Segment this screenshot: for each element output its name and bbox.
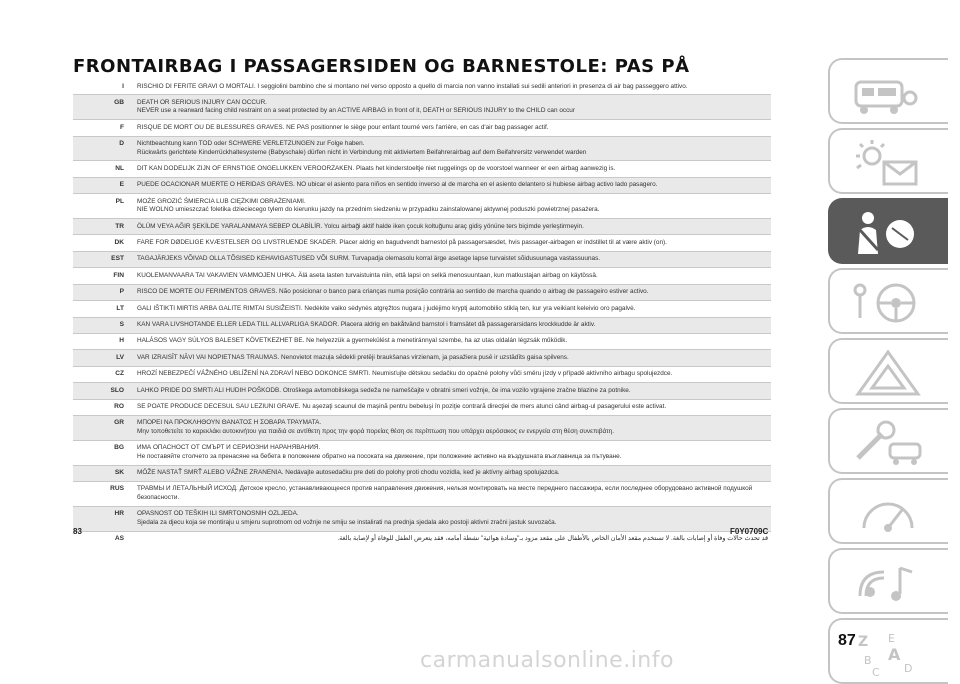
source-page-number: 83 xyxy=(73,527,82,536)
language-code: LV xyxy=(73,350,134,366)
warning-text: RISCO DE MORTE OU FERIMENTOS GRAVES. Não posicionar o banco para crianças numa posição contrária ao sentido de marcha quando o airbag de passageiro estiver activo. xyxy=(134,284,771,300)
wrench-car-icon xyxy=(848,418,928,468)
warning-triangle-icon xyxy=(848,348,928,398)
warning-row xyxy=(73,268,771,284)
warning-row xyxy=(73,235,771,251)
warning-text: KUOLEMANVAARA TAI VAKAVIEN VAMMOJEN UHKA. Älä aseta lasten turvaistuinta niin, että lapsi on selkä menosuuntaan, kun matkustajan airbag on käytössä. xyxy=(134,268,771,284)
car-dashboard-icon xyxy=(848,68,928,118)
warning-text: قد تحدث حالات وفاة أو إصابات بالغة. لا تستخدم مقعد الأمان الخاص بالأطفال على مقعد مزود بـ"وسادة هوائية" نشطة أمامه، فقد يتعرض الطفل للوفاة أو لإصابة بالغة. xyxy=(134,531,771,547)
language-code: GR xyxy=(73,415,134,440)
warning-text: MOŻE GROZIĆ ŚMIERCIA LUB CIĘŻKIMI OBRAŻENIAMI. NIE WOLNO umieszczać foletika dzieciecego tylem do kierunku jazdy na przednim siedzeniu w przypadku zainstalowanej aktywnej poduszki powietrznej pasażera. xyxy=(134,194,771,219)
language-code: E xyxy=(73,177,134,193)
warning-text: ИМА ОПАСНОСТ ОТ СМЪРТ И СЕРИОЗНИ НАРАНЯВАНИЯ. Не поставяйте столчето за пренасяне на бебета в положение обратно на посоката на движение, при положение активно на въздушната възглавница за пътуване. xyxy=(134,440,771,465)
page-number: 87 xyxy=(838,632,856,649)
tab-technical-data[interactable] xyxy=(828,478,948,544)
language-code: EST xyxy=(73,251,134,267)
svg-text:E: E xyxy=(888,632,895,645)
warning-text: FARE FOR DØDELIGE KVÆSTELSER OG LIVSTRUENDE SKADER. Placer aldrig en bagudvendt barnestol på passagersæsdet, hvis passager-airbagen er indstillet til at være aktiv (on). xyxy=(134,235,771,251)
language-code: F xyxy=(73,120,134,136)
warning-row xyxy=(73,95,771,120)
svg-text:C: C xyxy=(872,666,880,678)
language-code: HR xyxy=(73,506,134,531)
warning-text: ΜΠΟΡΕΙ ΝΑ ΠΡΟΚΛΗΘΟΥΝ ΘΑΝΑΤΟΣ Η ΣΟΒΑΡΑ ΤΡΑΥΜΑΤΑ. Μην τοποθετείτε το καρεκλάκι αυτοκινήτου για παιδιά σε αντίθετη προς την φορά πορείας θέση σε περίπτωση που υπάρχει αερόσακος εν ενεργεία στη θέση συνεπιβάτη. xyxy=(134,415,771,440)
warning-row xyxy=(73,251,771,267)
warning-row xyxy=(73,136,771,161)
language-code: BG xyxy=(73,440,134,465)
warning-row xyxy=(73,415,771,440)
warning-text: ÖLÜM VEYA AĞIR ŞEKİLDE YARALANMAYA SEBEP OLABİLİR. Yolcu airbaği aktif halde iken çocuk koltuğunu araç gidiş yönüne ters biçimde yerleştirmeyin. xyxy=(134,219,771,235)
steering-key-icon xyxy=(848,278,928,328)
language-code: NL xyxy=(73,161,134,177)
language-code: TR xyxy=(73,219,134,235)
warning-row xyxy=(73,177,771,193)
warning-row xyxy=(73,301,771,317)
language-code: SK xyxy=(73,465,134,481)
tab-warning-lights[interactable] xyxy=(828,128,948,194)
warning-row xyxy=(73,333,771,349)
language-code: RO xyxy=(73,399,134,415)
warning-text: TAGAJÄRJEKS VÕIVAD OLLA TÕSISED KEHAVIGASTUSED VÕI SURM. Turvapadja olemasolu korral ärge asetage lapse turvaistet sõidusuunaga vastassuunas. xyxy=(134,251,771,267)
language-code: FIN xyxy=(73,268,134,284)
warning-light-envelope-icon xyxy=(848,138,928,188)
warning-text: HROZÍ NEBEZPEČÍ VÁŽNÉHO UBLÍŽENÍ NA ZDRAVÍ NEBO DOKONCE SMRTI. Neumisťujte dětskou sedačku do opačné polohy vůči směru jízdy v případě aktivního airbagu spolujezdce. xyxy=(134,366,771,382)
language-code: LT xyxy=(73,301,134,317)
language-code: PL xyxy=(73,194,134,219)
warning-table xyxy=(73,79,771,547)
language-code: D xyxy=(73,136,134,161)
language-code: DK xyxy=(73,235,134,251)
warning-text: ТРАВМЫ И ЛЕТАЛЬНЫЙ ИСХОД. Детское кресло, устанавливающееся против направления движения, нельзя монтировать на месте переднего пассажира, если последнее оборудовано активной подушкой безопасности. xyxy=(134,481,771,506)
warning-row xyxy=(73,465,771,481)
warning-row xyxy=(73,481,771,506)
svg-text:D: D xyxy=(904,662,913,675)
language-code: I xyxy=(122,82,124,90)
warning-text: OPASNOST OD TEŠKIH ILI SMRTONOSNIH OZLJEDA. Sjedala za djecu koja se montiraju u smjeru suprotnom od vožnje ne smiju se instalirati na prednja sjedala ako postoji aktivni zračni jastuk suvozača. xyxy=(134,506,771,531)
language-code: H xyxy=(73,333,134,349)
language-code: RUS xyxy=(73,481,134,506)
warning-text: Nichtbeachtung kann TOD oder SCHWERE VERLETZUNGEN zur Folge haben. Rückwärts gerichtete Kinderrückhaltesysteme (Babyschale) dürfen nicht in Verbindung mit aktiviertem Beifahrerairbag auf dem Beifahrersitz verwendet warden xyxy=(134,136,771,161)
warning-text: GALI IŠTIKTI MIRTIS ARBA GALITE RIMTAI SUSIŽEISTI. Nedėkite vaiko sėdynės atgręžtos nugara į judėjimo kryptį automobilio stiklą ten, kur yra veikiant keleivio oro pagalvė. xyxy=(134,301,771,317)
warning-row xyxy=(73,506,771,531)
warning-text: HALÁSOS VAGY SÚLYOS BALESET KÖVETKEZHET BE. Ne helyezzük a gyermekülést a menetiránnyal szembe, ha az utas oldalán légzsák működik. xyxy=(134,333,771,349)
language-code: S xyxy=(73,317,134,333)
warning-text: LAHKO PRIDE DO SMRTI ALI HUDIH POŠKODB. Otroškega avtomobilskega sedeža ne nameščajte v obratni smeri vožnje, če ima vozilo vgrajene zračne blazine za potnike. xyxy=(134,383,771,399)
language-code: GB xyxy=(73,95,134,120)
page-title: FRONTAIRBAG I PASSAGERSIDEN OG BARNESTOLE: PAS PÅ xyxy=(73,56,690,77)
tab-multimedia[interactable] xyxy=(828,548,948,614)
warning-text: RISQUE DE MORT OU DE BLESSURES GRAVES. NE PAS positionner le siège pour enfant tourné vers l'arrière, en cas d'air bag passager actif. xyxy=(134,120,771,136)
tab-index[interactable] xyxy=(828,618,948,684)
watermark: carmanualsonline.info xyxy=(420,648,674,673)
warning-row xyxy=(73,120,771,136)
warning-text: MÔŽE NASTAŤ SMRŤ ALEBO VÁŽNE ZRANENIA. Nedávajte autosedačku pre deti do polohy proti chodu vozidla, keď je aktívny airbag spolujazdca. xyxy=(134,465,771,481)
warning-text: PUEDE OCACIONAR MUERTE O HERIDAS GRAVES. NO ubicar el asiento para niños en sentido inverso al de marcha en el asiento delantero si hubiese airbag activo lado pasagero. xyxy=(134,177,771,193)
warning-row xyxy=(73,350,771,366)
tab-safety[interactable] xyxy=(828,198,948,264)
language-code: AS xyxy=(73,531,134,547)
tab-emergency[interactable] xyxy=(828,338,948,404)
figure-code: F0Y0709C xyxy=(730,527,769,536)
warning-row xyxy=(73,219,771,235)
warning-text: VAR IZRAISĪT NĀVI VAI NOPIETNAS TRAUMAS. Nenovietot mazuļa sēdekli pretēji braukšanas virzienam, ja pasažiera pusē ir uzstādīts gaisa spilvens. xyxy=(134,350,771,366)
tab-car-dashboard[interactable] xyxy=(828,58,948,124)
warning-text: DIT KAN DODELIJK ZIJN OF ERNSTIGE ONGELUKKEN VEROORZAKEN. Plaats het kinderstoeltje niet ruggelings op de voorstoel wanneer er een airbag aanwezig is. xyxy=(134,161,771,177)
warning-text: SE POATE PRODUCE DECESUL SAU LEZIUNI GRAVE. Nu aşezaţi scaunul de maşină pentru bebeluşi în poziţie contrară direcţiei de mers atunci când airbag-ul pasagerului este activat. xyxy=(134,399,771,415)
satellite-dish-music-icon xyxy=(848,558,928,608)
warning-row xyxy=(73,383,771,399)
warning-row xyxy=(73,440,771,465)
warning-row xyxy=(73,79,771,95)
language-code: P xyxy=(73,284,134,300)
warning-row xyxy=(73,317,771,333)
warning-row xyxy=(73,531,771,547)
svg-text:B: B xyxy=(864,654,872,667)
warning-row xyxy=(73,284,771,300)
seatbelt-airbag-icon xyxy=(848,208,928,258)
warning-text: DEATH OR SERIOUS INJURY CAN OCCUR. NEVER use a rearward facing child restraint on a seat protected by an ACTIVE AIRBAG in front of it, DEATH or SERIOUS INJURY to the CHILD can occur xyxy=(134,95,771,120)
alphabet-index-icon xyxy=(848,628,928,678)
warning-row xyxy=(73,194,771,219)
language-code: CZ xyxy=(73,366,134,382)
warning-text: KAN VARA LIVSHOTANDE ELLER LEDA TILL ALLVARLIGA SKADOR. Placera aldrig en bakåtvänd barnstol i framsätet då passagerarsidans krockkudde är aktiv. xyxy=(134,317,771,333)
tab-maintenance[interactable] xyxy=(828,408,948,474)
warning-row xyxy=(73,399,771,415)
language-code: SLO xyxy=(73,383,134,399)
svg-text:A: A xyxy=(888,645,901,664)
dashboard-gauge-icon xyxy=(848,488,928,538)
tab-starting-driving[interactable] xyxy=(828,268,948,334)
svg-text:Z: Z xyxy=(858,634,869,650)
warning-row xyxy=(73,366,771,382)
warning-text: RISCHIO DI FERITE GRAVI O MORTALI. I seggiolini bambino che si montano nel verso opposto a quello di marcia non vanno installati sui sedili anteriori in presenza di air bag passeggero attivo. xyxy=(137,82,688,90)
warning-row xyxy=(73,161,771,177)
